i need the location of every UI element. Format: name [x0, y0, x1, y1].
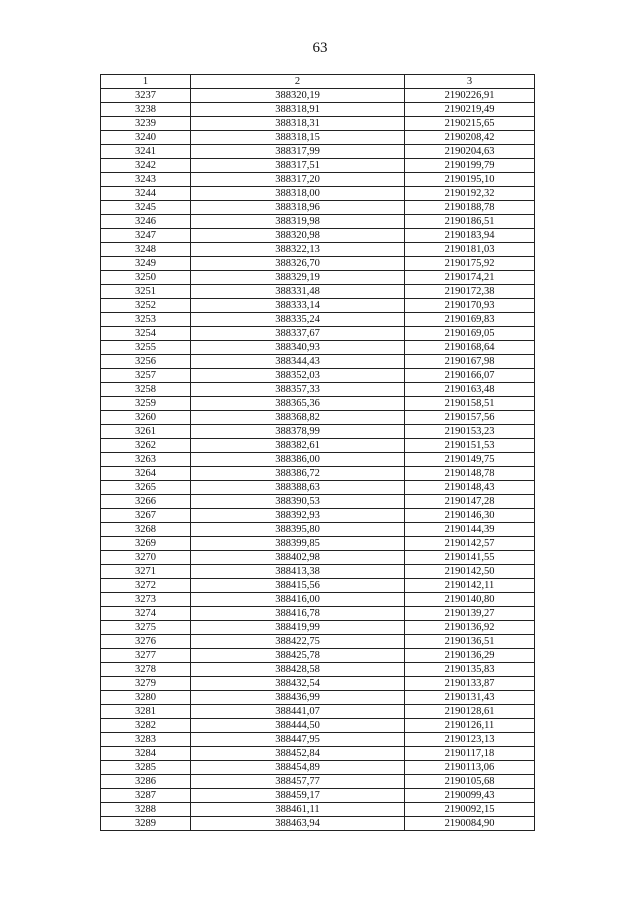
- table-row: [101, 145, 535, 159]
- cell-point-number: 3248: [101, 243, 191, 257]
- table-row: [101, 607, 535, 621]
- table-row: [101, 341, 535, 355]
- cell-x-coordinate: 388461,11: [191, 803, 405, 817]
- cell-y-coordinate: 2190170,93: [405, 299, 535, 313]
- cell-y-coordinate: 2190148,43: [405, 481, 535, 495]
- column-header-point-number: 1: [101, 75, 191, 89]
- table-row: [101, 593, 535, 607]
- cell-point-number: 3263: [101, 453, 191, 467]
- cell-y-coordinate: 2190219,49: [405, 103, 535, 117]
- table-row: [101, 565, 535, 579]
- cell-point-number: 3283: [101, 733, 191, 747]
- cell-x-coordinate: 388331,48: [191, 285, 405, 299]
- cell-x-coordinate: 388329,19: [191, 271, 405, 285]
- cell-x-coordinate: 388459,17: [191, 789, 405, 803]
- table-row: [101, 453, 535, 467]
- cell-x-coordinate: 388368,82: [191, 411, 405, 425]
- cell-point-number: 3262: [101, 439, 191, 453]
- table-row: [101, 327, 535, 341]
- cell-x-coordinate: 388395,80: [191, 523, 405, 537]
- cell-y-coordinate: 2190131,43: [405, 691, 535, 705]
- cell-point-number: 3240: [101, 131, 191, 145]
- cell-y-coordinate: 2190153,23: [405, 425, 535, 439]
- cell-point-number: 3245: [101, 201, 191, 215]
- coordinates-table: [100, 74, 535, 831]
- cell-x-coordinate: 388392,93: [191, 509, 405, 523]
- cell-x-coordinate: 388447,95: [191, 733, 405, 747]
- table-body: [101, 89, 535, 831]
- cell-point-number: 3258: [101, 383, 191, 397]
- cell-point-number: 3266: [101, 495, 191, 509]
- cell-point-number: 3286: [101, 775, 191, 789]
- table-row: [101, 663, 535, 677]
- table-row: [101, 495, 535, 509]
- table-row: [101, 313, 535, 327]
- cell-x-coordinate: 388320,19: [191, 89, 405, 103]
- cell-y-coordinate: 2190117,18: [405, 747, 535, 761]
- cell-y-coordinate: 2190123,13: [405, 733, 535, 747]
- cell-x-coordinate: 388390,53: [191, 495, 405, 509]
- cell-y-coordinate: 2190166,07: [405, 369, 535, 383]
- cell-point-number: 3252: [101, 299, 191, 313]
- cell-y-coordinate: 2190188,78: [405, 201, 535, 215]
- cell-point-number: 3284: [101, 747, 191, 761]
- cell-point-number: 3255: [101, 341, 191, 355]
- cell-x-coordinate: 388425,78: [191, 649, 405, 663]
- table-row: [101, 299, 535, 313]
- table-row: [101, 761, 535, 775]
- cell-point-number: 3247: [101, 229, 191, 243]
- table-row: [101, 131, 535, 145]
- cell-y-coordinate: 2190084,90: [405, 817, 535, 831]
- cell-y-coordinate: 2190174,21: [405, 271, 535, 285]
- table-row: [101, 803, 535, 817]
- cell-y-coordinate: 2190169,05: [405, 327, 535, 341]
- table-row: [101, 537, 535, 551]
- cell-x-coordinate: 388388,63: [191, 481, 405, 495]
- cell-y-coordinate: 2190135,83: [405, 663, 535, 677]
- cell-y-coordinate: 2190141,55: [405, 551, 535, 565]
- table-row: [101, 789, 535, 803]
- cell-point-number: 3246: [101, 215, 191, 229]
- column-header-x-coordinate: 2: [191, 75, 405, 89]
- cell-point-number: 3277: [101, 649, 191, 663]
- table-row: [101, 747, 535, 761]
- cell-y-coordinate: 2190126,11: [405, 719, 535, 733]
- cell-y-coordinate: 2190133,87: [405, 677, 535, 691]
- cell-point-number: 3239: [101, 117, 191, 131]
- cell-point-number: 3261: [101, 425, 191, 439]
- cell-y-coordinate: 2190169,83: [405, 313, 535, 327]
- cell-x-coordinate: 388318,00: [191, 187, 405, 201]
- cell-y-coordinate: 2190186,51: [405, 215, 535, 229]
- table-row: [101, 159, 535, 173]
- cell-y-coordinate: 2190181,03: [405, 243, 535, 257]
- cell-x-coordinate: 388386,00: [191, 453, 405, 467]
- cell-point-number: 3264: [101, 467, 191, 481]
- table-row: [101, 733, 535, 747]
- cell-point-number: 3275: [101, 621, 191, 635]
- cell-x-coordinate: 388326,70: [191, 257, 405, 271]
- cell-point-number: 3271: [101, 565, 191, 579]
- cell-x-coordinate: 388457,77: [191, 775, 405, 789]
- cell-y-coordinate: 2190157,56: [405, 411, 535, 425]
- cell-x-coordinate: 388402,98: [191, 551, 405, 565]
- table-row: [101, 383, 535, 397]
- table-row: [101, 103, 535, 117]
- cell-y-coordinate: 2190204,63: [405, 145, 535, 159]
- cell-y-coordinate: 2190151,53: [405, 439, 535, 453]
- cell-x-coordinate: 388318,15: [191, 131, 405, 145]
- table-row: [101, 187, 535, 201]
- cell-y-coordinate: 2190136,92: [405, 621, 535, 635]
- table-row: [101, 551, 535, 565]
- cell-y-coordinate: 2190192,32: [405, 187, 535, 201]
- cell-point-number: 3267: [101, 509, 191, 523]
- cell-x-coordinate: 388454,89: [191, 761, 405, 775]
- table-row: [101, 705, 535, 719]
- cell-point-number: 3238: [101, 103, 191, 117]
- table-row: [101, 117, 535, 131]
- cell-point-number: 3269: [101, 537, 191, 551]
- table-row: [101, 677, 535, 691]
- table-row: [101, 355, 535, 369]
- table-row: [101, 635, 535, 649]
- cell-point-number: 3259: [101, 397, 191, 411]
- table-row: [101, 215, 535, 229]
- cell-x-coordinate: 388318,96: [191, 201, 405, 215]
- cell-x-coordinate: 388317,20: [191, 173, 405, 187]
- cell-point-number: 3257: [101, 369, 191, 383]
- cell-y-coordinate: 2190167,98: [405, 355, 535, 369]
- cell-x-coordinate: 388436,99: [191, 691, 405, 705]
- cell-y-coordinate: 2190099,43: [405, 789, 535, 803]
- cell-x-coordinate: 388319,98: [191, 215, 405, 229]
- cell-x-coordinate: 388386,72: [191, 467, 405, 481]
- cell-point-number: 3278: [101, 663, 191, 677]
- cell-x-coordinate: 388413,38: [191, 565, 405, 579]
- cell-point-number: 3285: [101, 761, 191, 775]
- table-row: [101, 285, 535, 299]
- cell-y-coordinate: 2190172,38: [405, 285, 535, 299]
- cell-y-coordinate: 2190139,27: [405, 607, 535, 621]
- table-row: [101, 523, 535, 537]
- cell-point-number: 3250: [101, 271, 191, 285]
- table-header-row: [101, 75, 535, 89]
- cell-x-coordinate: 388419,99: [191, 621, 405, 635]
- cell-point-number: 3251: [101, 285, 191, 299]
- cell-point-number: 3256: [101, 355, 191, 369]
- table-row: [101, 439, 535, 453]
- cell-point-number: 3282: [101, 719, 191, 733]
- cell-x-coordinate: 388322,13: [191, 243, 405, 257]
- cell-y-coordinate: 2190226,91: [405, 89, 535, 103]
- table-row: [101, 649, 535, 663]
- cell-point-number: 3279: [101, 677, 191, 691]
- cell-x-coordinate: 388463,94: [191, 817, 405, 831]
- cell-point-number: 3253: [101, 313, 191, 327]
- cell-point-number: 3244: [101, 187, 191, 201]
- table-row: [101, 257, 535, 271]
- cell-y-coordinate: 2190208,42: [405, 131, 535, 145]
- cell-x-coordinate: 388320,98: [191, 229, 405, 243]
- cell-point-number: 3237: [101, 89, 191, 103]
- cell-point-number: 3249: [101, 257, 191, 271]
- cell-y-coordinate: 2190199,79: [405, 159, 535, 173]
- table-row: [101, 509, 535, 523]
- cell-x-coordinate: 388352,03: [191, 369, 405, 383]
- cell-x-coordinate: 388365,36: [191, 397, 405, 411]
- cell-point-number: 3289: [101, 817, 191, 831]
- table-row: [101, 775, 535, 789]
- cell-x-coordinate: 388335,24: [191, 313, 405, 327]
- cell-x-coordinate: 388415,56: [191, 579, 405, 593]
- cell-y-coordinate: 2190142,50: [405, 565, 535, 579]
- table-row: [101, 271, 535, 285]
- page-number: 63: [312, 40, 328, 56]
- cell-y-coordinate: 2190140,80: [405, 593, 535, 607]
- cell-x-coordinate: 388416,78: [191, 607, 405, 621]
- table-row: [101, 201, 535, 215]
- cell-y-coordinate: 2190136,29: [405, 649, 535, 663]
- cell-x-coordinate: 388317,99: [191, 145, 405, 159]
- cell-x-coordinate: 388444,50: [191, 719, 405, 733]
- cell-point-number: 3243: [101, 173, 191, 187]
- cell-x-coordinate: 388340,93: [191, 341, 405, 355]
- cell-y-coordinate: 2190175,92: [405, 257, 535, 271]
- cell-y-coordinate: 2190147,28: [405, 495, 535, 509]
- cell-y-coordinate: 2190195,10: [405, 173, 535, 187]
- table-row: [101, 817, 535, 831]
- table-row: [101, 481, 535, 495]
- cell-x-coordinate: 388317,51: [191, 159, 405, 173]
- cell-y-coordinate: 2190183,94: [405, 229, 535, 243]
- table-row: [101, 467, 535, 481]
- cell-x-coordinate: 388416,00: [191, 593, 405, 607]
- cell-y-coordinate: 2190158,51: [405, 397, 535, 411]
- cell-point-number: 3274: [101, 607, 191, 621]
- cell-point-number: 3280: [101, 691, 191, 705]
- cell-point-number: 3273: [101, 593, 191, 607]
- table-row: [101, 719, 535, 733]
- cell-y-coordinate: 2190149,75: [405, 453, 535, 467]
- cell-x-coordinate: 388382,61: [191, 439, 405, 453]
- cell-x-coordinate: 388422,75: [191, 635, 405, 649]
- cell-point-number: 3288: [101, 803, 191, 817]
- cell-x-coordinate: 388441,07: [191, 705, 405, 719]
- cell-y-coordinate: 2190144,39: [405, 523, 535, 537]
- cell-x-coordinate: 388432,54: [191, 677, 405, 691]
- table-row: [101, 621, 535, 635]
- cell-x-coordinate: 388318,31: [191, 117, 405, 131]
- cell-point-number: 3270: [101, 551, 191, 565]
- cell-x-coordinate: 388378,99: [191, 425, 405, 439]
- cell-y-coordinate: 2190092,15: [405, 803, 535, 817]
- cell-x-coordinate: 388337,67: [191, 327, 405, 341]
- cell-y-coordinate: 2190105,68: [405, 775, 535, 789]
- table-row: [101, 579, 535, 593]
- cell-y-coordinate: 2190148,78: [405, 467, 535, 481]
- table-row: [101, 397, 535, 411]
- cell-point-number: 3287: [101, 789, 191, 803]
- cell-point-number: 3254: [101, 327, 191, 341]
- cell-y-coordinate: 2190168,64: [405, 341, 535, 355]
- cell-x-coordinate: 388452,84: [191, 747, 405, 761]
- table-row: [101, 691, 535, 705]
- cell-y-coordinate: 2190163,48: [405, 383, 535, 397]
- table-row: [101, 229, 535, 243]
- cell-y-coordinate: 2190142,57: [405, 537, 535, 551]
- cell-point-number: 3260: [101, 411, 191, 425]
- cell-x-coordinate: 388399,85: [191, 537, 405, 551]
- cell-point-number: 3272: [101, 579, 191, 593]
- cell-x-coordinate: 388344,43: [191, 355, 405, 369]
- table-row: [101, 173, 535, 187]
- cell-point-number: 3276: [101, 635, 191, 649]
- cell-x-coordinate: 388428,58: [191, 663, 405, 677]
- cell-x-coordinate: 388318,91: [191, 103, 405, 117]
- cell-x-coordinate: 388357,33: [191, 383, 405, 397]
- cell-point-number: 3242: [101, 159, 191, 173]
- cell-y-coordinate: 2190142,11: [405, 579, 535, 593]
- table-row: [101, 411, 535, 425]
- cell-point-number: 3281: [101, 705, 191, 719]
- table-row: [101, 425, 535, 439]
- cell-point-number: 3268: [101, 523, 191, 537]
- cell-y-coordinate: 2190146,30: [405, 509, 535, 523]
- cell-point-number: 3241: [101, 145, 191, 159]
- column-header-y-coordinate: 3: [405, 75, 535, 89]
- table-row: [101, 243, 535, 257]
- cell-point-number: 3265: [101, 481, 191, 495]
- cell-y-coordinate: 2190136,51: [405, 635, 535, 649]
- table-row: [101, 89, 535, 103]
- table-row: [101, 369, 535, 383]
- cell-y-coordinate: 2190215,65: [405, 117, 535, 131]
- cell-x-coordinate: 388333,14: [191, 299, 405, 313]
- cell-y-coordinate: 2190113,06: [405, 761, 535, 775]
- cell-y-coordinate: 2190128,61: [405, 705, 535, 719]
